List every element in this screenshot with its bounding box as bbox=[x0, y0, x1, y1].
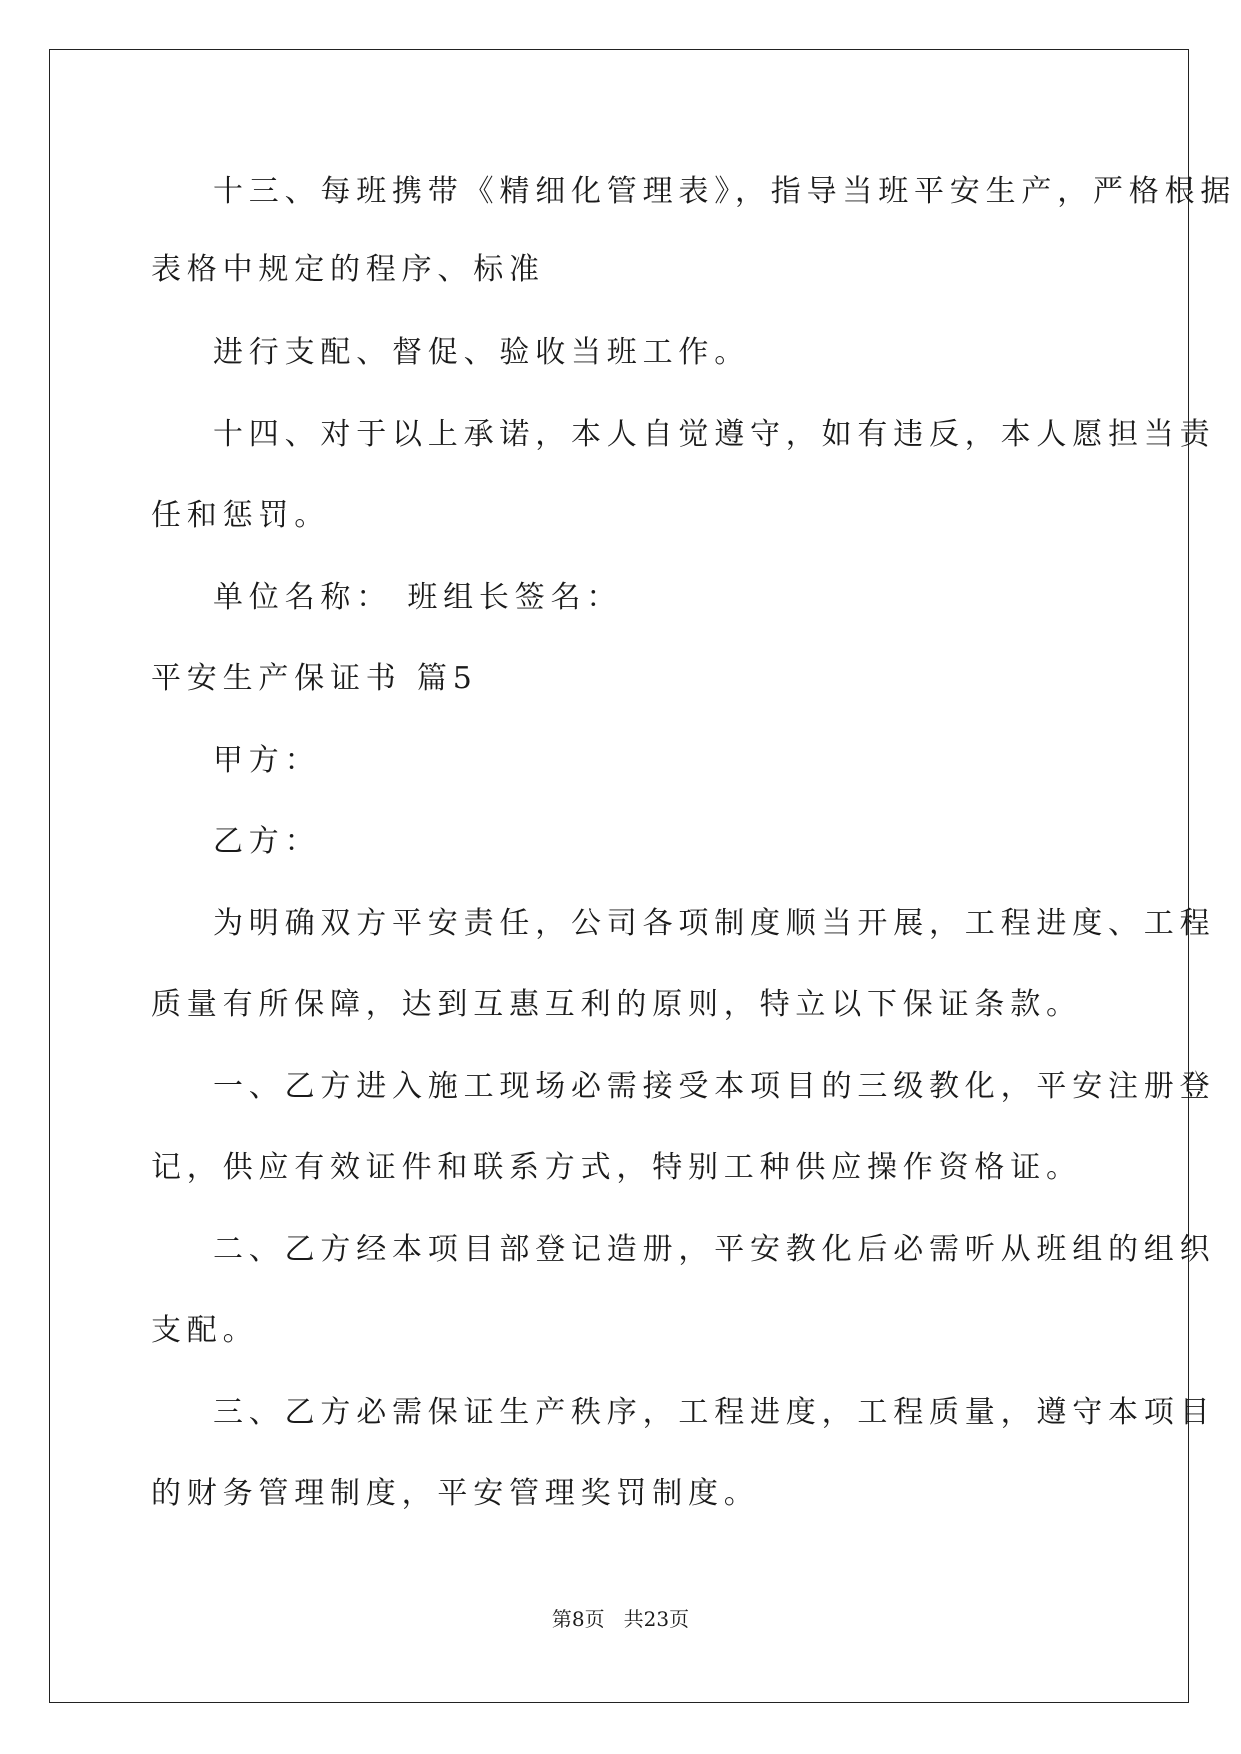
paragraph-line: 记，供应有效证件和联系方式，特别工种供应操作资格证。 bbox=[151, 1150, 1082, 1185]
section-heading: 平安生产保证书 篇5 bbox=[151, 661, 478, 696]
page-footer bbox=[0, 1606, 1241, 1632]
paragraph-line: 十三、每班携带《精细化管理表》，指导当班平安生产，严格根据 bbox=[213, 174, 1237, 209]
page-number: 第8页 bbox=[551, 1607, 605, 1631]
party-b-label: 乙方： bbox=[213, 824, 321, 859]
paragraph-line: 表格中规定的程序、标准 bbox=[151, 252, 545, 287]
paragraph-line: 为明确双方平安责任，公司各项制度顺当开展，工程进度、工程 bbox=[213, 906, 1216, 941]
page-border bbox=[49, 49, 1189, 1703]
paragraph-line: 一、乙方进入施工现场必需接受本项目的三级教化，平安注册登 bbox=[213, 1069, 1216, 1104]
paragraph-line: 的财务管理制度，平安管理奖罚制度。 bbox=[151, 1476, 760, 1511]
paragraph-line: 三、乙方必需保证生产秩序，工程进度，工程质量，遵守本项目 bbox=[213, 1395, 1216, 1430]
paragraph-line: 二、乙方经本项目部登记造册，平安教化后必需听从班组的组织 bbox=[213, 1232, 1216, 1267]
page-total: 共23页 bbox=[623, 1607, 690, 1631]
signature-line: 单位名称： 班组长签名： bbox=[213, 580, 623, 615]
paragraph-line: 质量有所保障，达到互惠互利的原则，特立以下保证条款。 bbox=[151, 987, 1082, 1022]
paragraph-line: 支配。 bbox=[151, 1313, 259, 1348]
paragraph-line: 任和惩罚。 bbox=[151, 498, 330, 533]
paragraph-line: 十四、对于以上承诺，本人自觉遵守，如有违反，本人愿担当责 bbox=[213, 417, 1216, 452]
paragraph-line: 进行支配、督促、验收当班工作。 bbox=[213, 335, 750, 370]
party-a-label: 甲方： bbox=[213, 743, 321, 778]
